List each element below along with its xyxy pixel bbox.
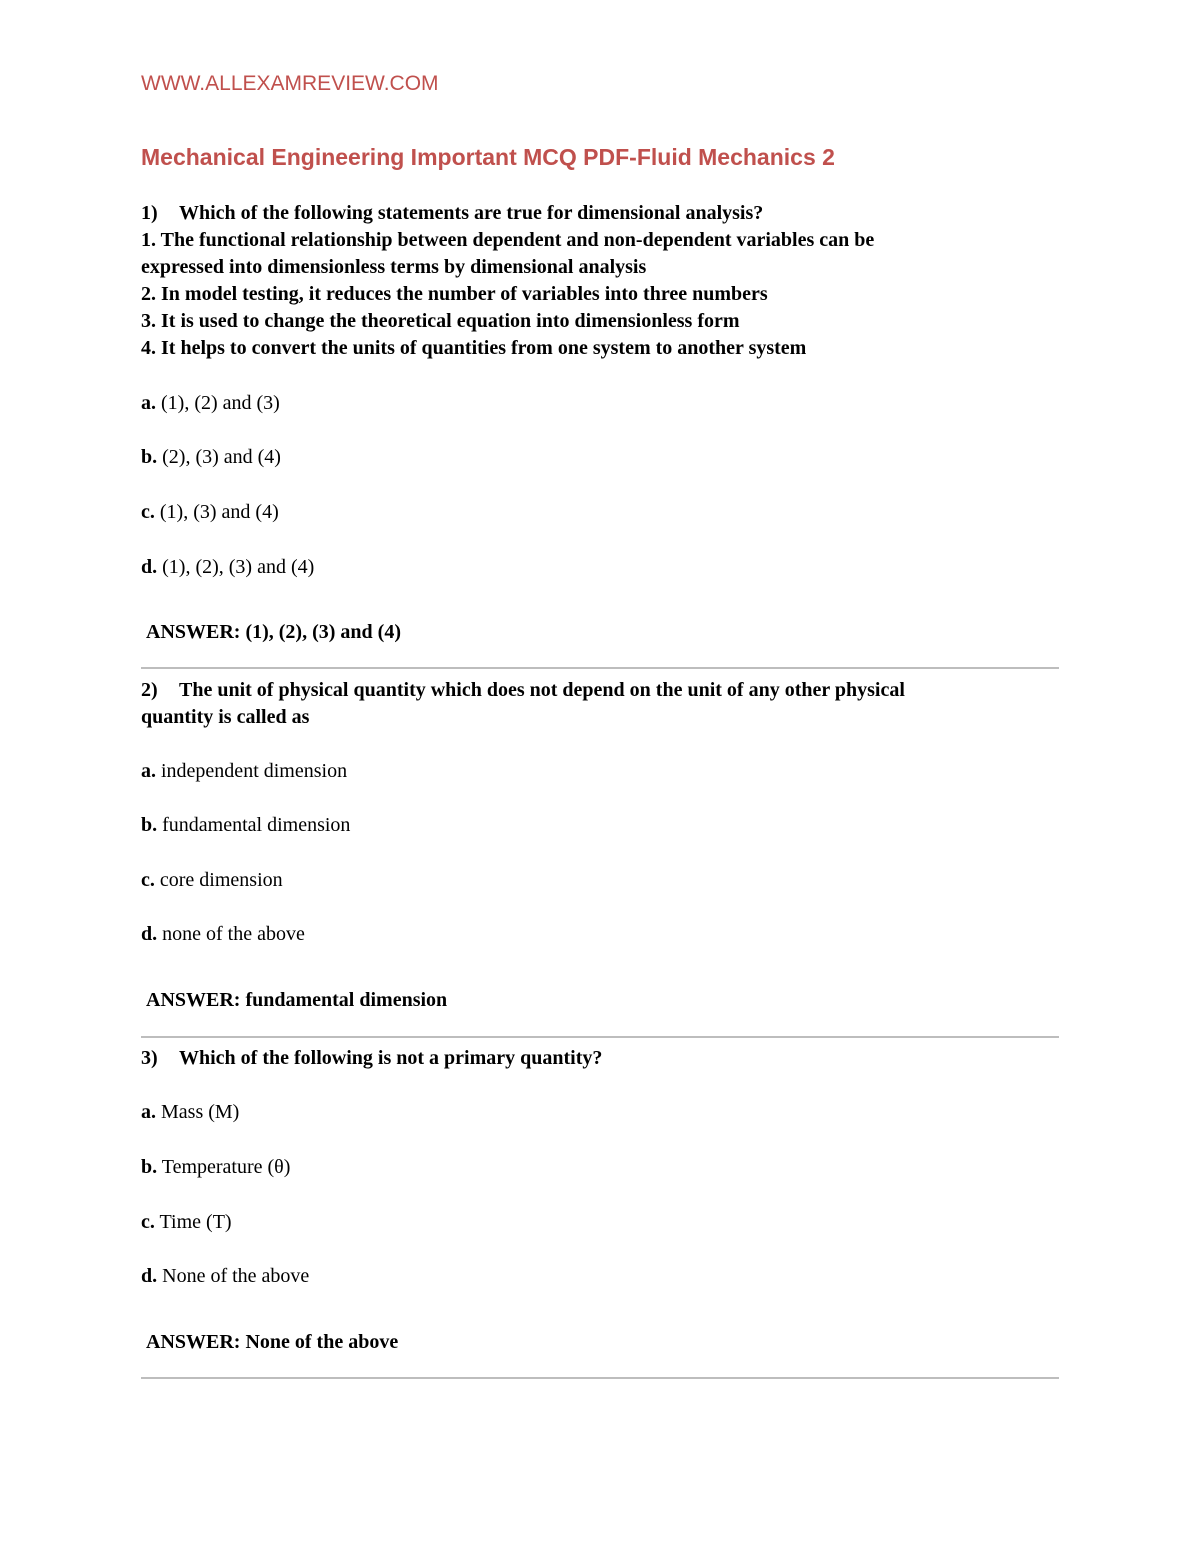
- option-a: a. (1), (2) and (3): [141, 392, 280, 414]
- statement-1-cont: expressed into dimensionless terms by dimensional analysis: [141, 256, 647, 278]
- statement-3: 3. It is used to change the theoretical equation into dimensionless form: [141, 310, 740, 332]
- question-number: 3): [141, 1047, 158, 1069]
- option-a: a. independent dimension: [141, 760, 348, 782]
- question-text: Which of the following is not a primary quantity?: [179, 1047, 603, 1069]
- option-d: d. None of the above: [141, 1265, 310, 1287]
- statement-1: 1. The functional relationship between dependent and non-dependent variables can be: [141, 229, 875, 251]
- divider: [141, 667, 1059, 669]
- option-d: d. none of the above: [141, 923, 305, 945]
- option-a: a. Mass (M): [141, 1101, 240, 1123]
- question-number: 1): [141, 202, 158, 224]
- answer-1: ANSWER: (1), (2), (3) and (4): [146, 621, 401, 643]
- option-b: b. (2), (3) and (4): [141, 446, 281, 468]
- option-c: c. (1), (3) and (4): [141, 501, 279, 523]
- question-text: The unit of physical quantity which does not depend on the unit of any other physical: [179, 679, 905, 701]
- question-text: Which of the following statements are true for dimensional analysis?: [179, 202, 764, 224]
- option-c: c. Time (T): [141, 1211, 232, 1233]
- question-1: [141, 200, 763, 227]
- statement-2: 2. In model testing, it reduces the number of variables into three numbers: [141, 283, 768, 305]
- option-b: b. Temperature (θ): [141, 1156, 291, 1178]
- statement-4: 4. It helps to convert the units of quantities from one system to another system: [141, 337, 807, 359]
- question-2: [141, 677, 905, 704]
- answer-2: ANSWER: fundamental dimension: [146, 989, 448, 1011]
- site-url[interactable]: WWW.ALLEXAMREVIEW.COM: [141, 72, 439, 95]
- document-title: Mechanical Engineering Important MCQ PDF-Fluid Mechanics 2: [141, 144, 835, 170]
- option-c: c. core dimension: [141, 869, 283, 891]
- divider: [141, 1036, 1059, 1038]
- divider: [141, 1377, 1059, 1379]
- question-2-cont: quantity is called as: [141, 706, 310, 728]
- option-d: d. (1), (2), (3) and (4): [141, 556, 315, 578]
- question-number: 2): [141, 679, 158, 701]
- option-b: b. fundamental dimension: [141, 814, 351, 836]
- question-3: [141, 1045, 602, 1072]
- answer-3: ANSWER: None of the above: [146, 1331, 399, 1353]
